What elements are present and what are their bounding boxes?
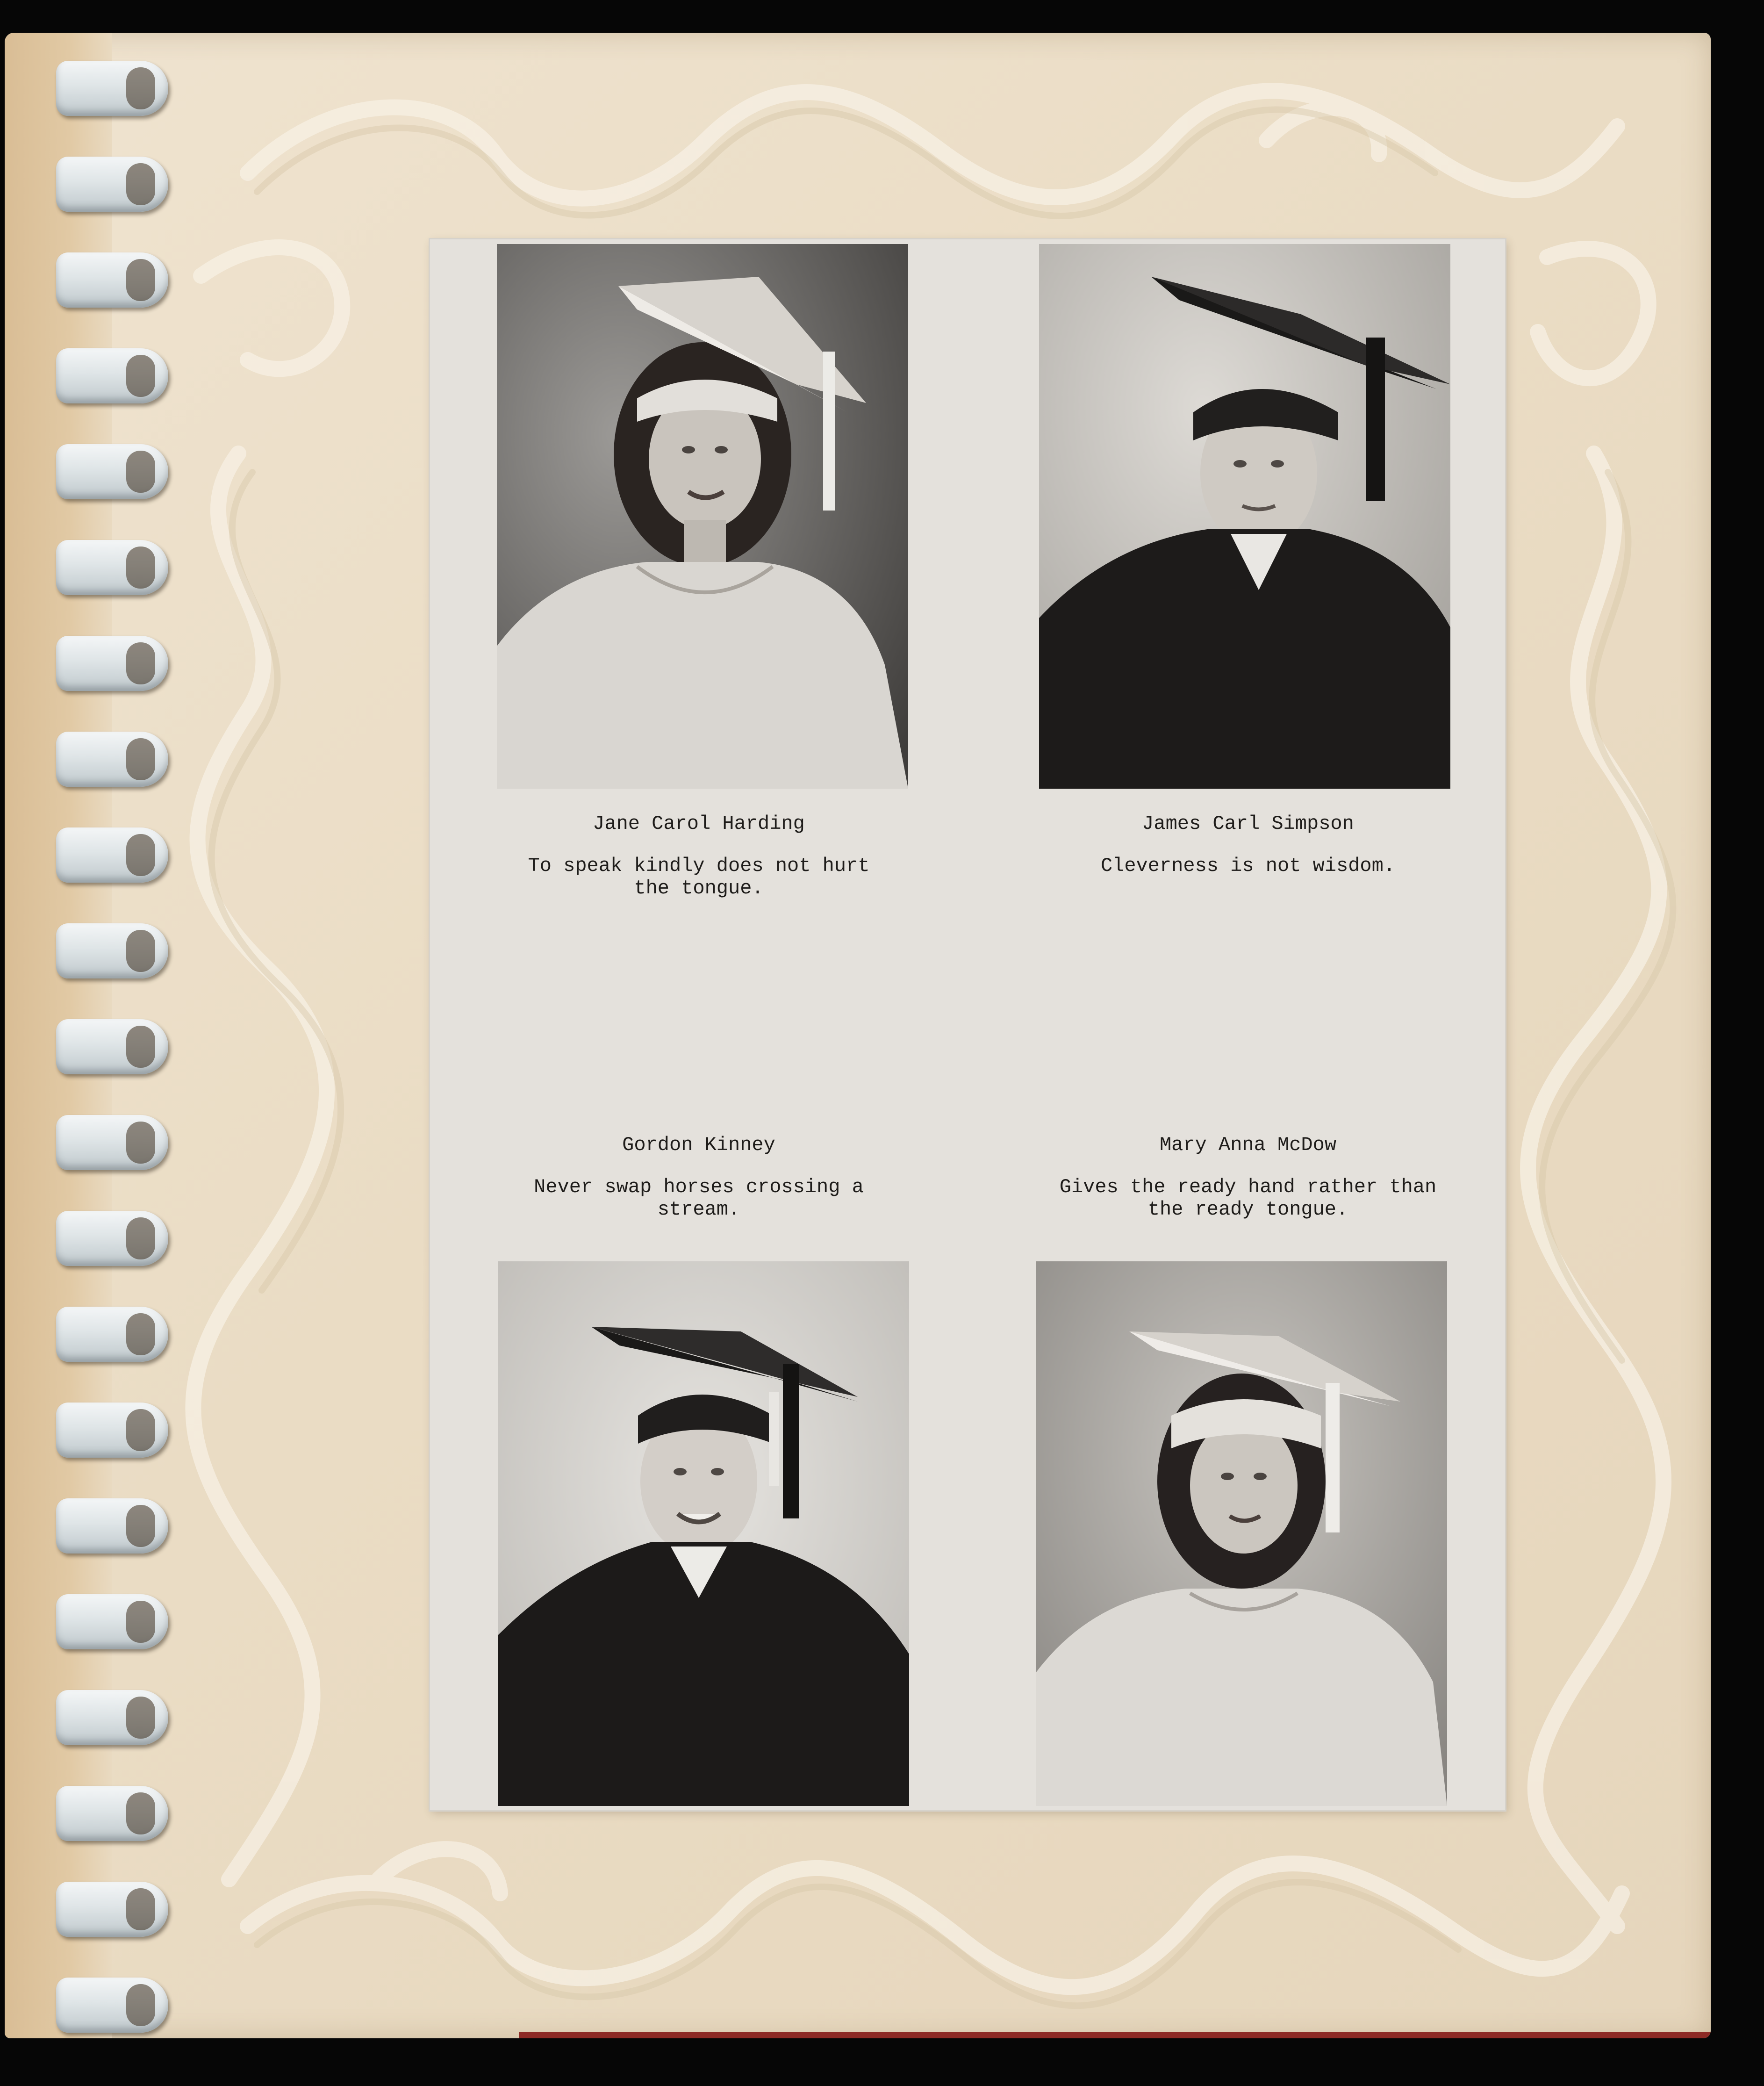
binding-coil	[56, 1690, 168, 1745]
caption-mary-anna-mcdow	[979, 1134, 1517, 1221]
portrait-man-black-cap	[498, 1261, 909, 1806]
binding-coil	[56, 1211, 168, 1266]
senior-portrait-sheet	[430, 239, 1505, 1810]
binding-coil	[56, 157, 168, 212]
graduate-motto: Cleverness is not wisdom.	[1100, 855, 1396, 877]
binding-coil	[56, 252, 168, 308]
portrait-photo-mary-anna-mcdow	[1036, 1261, 1447, 1806]
graduate-motto: To speak kindly does not hurt the tongue.	[528, 855, 870, 899]
binding-coil	[56, 827, 168, 883]
binding-coil	[56, 732, 168, 787]
graduate-name: Jane Carol Harding	[593, 813, 805, 835]
binding-coil	[56, 1882, 168, 1937]
binding-coil	[56, 636, 168, 691]
graduate-name: Mary Anna McDow	[1159, 1134, 1337, 1156]
portrait-woman-white-cap	[497, 244, 908, 789]
binding-coil	[56, 923, 168, 978]
binding-coil	[56, 444, 168, 499]
caption-james-carl-simpson	[979, 813, 1517, 877]
binding-coil	[56, 1498, 168, 1554]
caption-gordon-kinney	[430, 1134, 968, 1221]
binding-coil	[56, 61, 168, 116]
portrait-photo-gordon-kinney	[498, 1261, 909, 1806]
graduate-motto: Gives the ready hand rather than the ready tongue.	[1059, 1176, 1437, 1221]
graduate-name: Gordon Kinney	[622, 1134, 775, 1156]
caption-jane-carol-harding	[430, 813, 968, 899]
binding-coil	[56, 1019, 168, 1074]
graduate-name: James Carl Simpson	[1142, 813, 1354, 835]
binding-coil	[56, 1115, 168, 1170]
binding-coil	[56, 1403, 168, 1458]
binding-coil	[56, 1307, 168, 1362]
cover-edge	[519, 2032, 1711, 2038]
binding-coil	[56, 1594, 168, 1649]
portrait-photo-jane-carol-harding	[497, 244, 908, 789]
portrait-woman-white-cap	[1036, 1261, 1447, 1806]
spiral-binding	[0, 0, 187, 2086]
binding-coil	[56, 540, 168, 595]
binding-coil	[56, 1978, 168, 2033]
binding-coil	[56, 1786, 168, 1841]
binding-coil	[56, 348, 168, 403]
portrait-photo-james-carl-simpson	[1039, 244, 1450, 789]
graduate-motto: Never swap horses crossing a stream.	[534, 1176, 864, 1221]
portrait-man-black-cap	[1039, 244, 1450, 789]
